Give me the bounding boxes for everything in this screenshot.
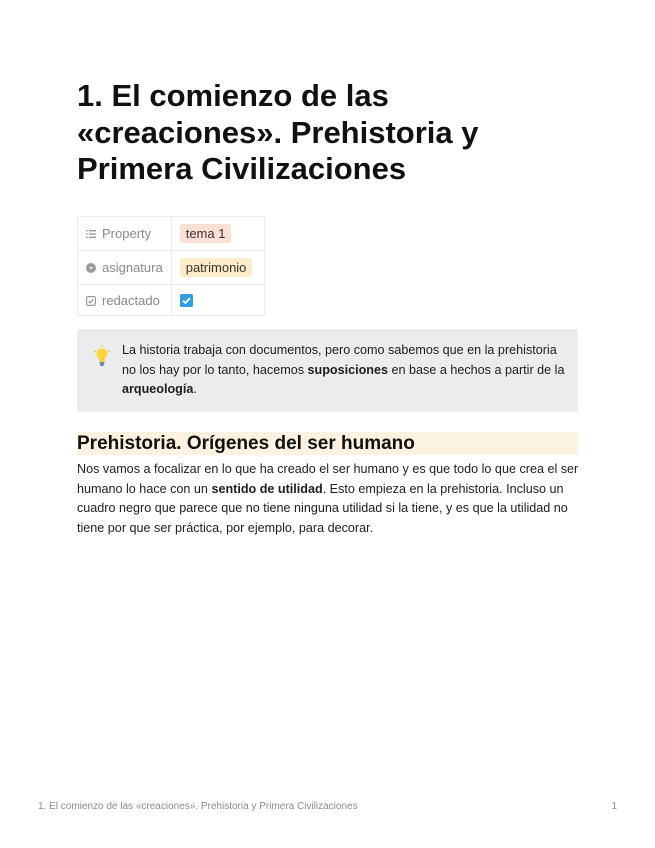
property-key-label: asignatura [102,260,163,275]
footer-page-number: 1 [611,801,617,812]
list-icon [86,229,96,239]
property-row [78,217,265,251]
section-paragraph: Nos vamos a focalizar en lo que ha creado el ser humano y es que todo lo que crea el ser humano lo hace con un sentido de utilidad. Esto empieza en la prehistoria. Incluso un cuadro negro que parece que no tiene ninguna utilidad si la tiene, y es que la utilidad no tiene por que ser práctica, por ejemplo, para decorar. [77,462,579,535]
section-heading: Prehistoria. Orígenes del ser humano [77,432,578,455]
callout-text: La historia trabaja con documentos, pero como sabemos que en la prehistoria no los hay por lo tanto, hacemos suposiciones en base a hechos a partir de la arqueología. [122,343,565,396]
property-row [78,251,265,285]
callout [77,329,578,412]
properties-table [77,216,265,316]
checked-checkbox-icon[interactable] [180,294,193,307]
page-title: 1. El comienzo de las «creaciones». Prehistoria y Primera Civilizaciones [77,78,479,186]
property-tag: tema 1 [180,224,232,243]
property-key-label: Property [102,226,152,241]
lightbulb-icon [93,345,111,367]
property-key-cell [78,285,172,316]
select-icon [86,263,96,273]
property-key-cell [78,251,172,285]
property-value-cell[interactable] [171,217,264,251]
property-key-label: redactado [102,292,160,308]
property-key-cell [78,217,172,251]
property-value-cell[interactable] [171,251,264,285]
property-row [78,285,265,316]
property-tag: patrimonio [180,258,253,277]
footer-title: 1. El comienzo de las «creaciones». Prehistoria y Primera Civilizaciones [38,801,358,812]
checkbox-icon [86,296,96,306]
property-value-cell[interactable] [171,285,264,316]
